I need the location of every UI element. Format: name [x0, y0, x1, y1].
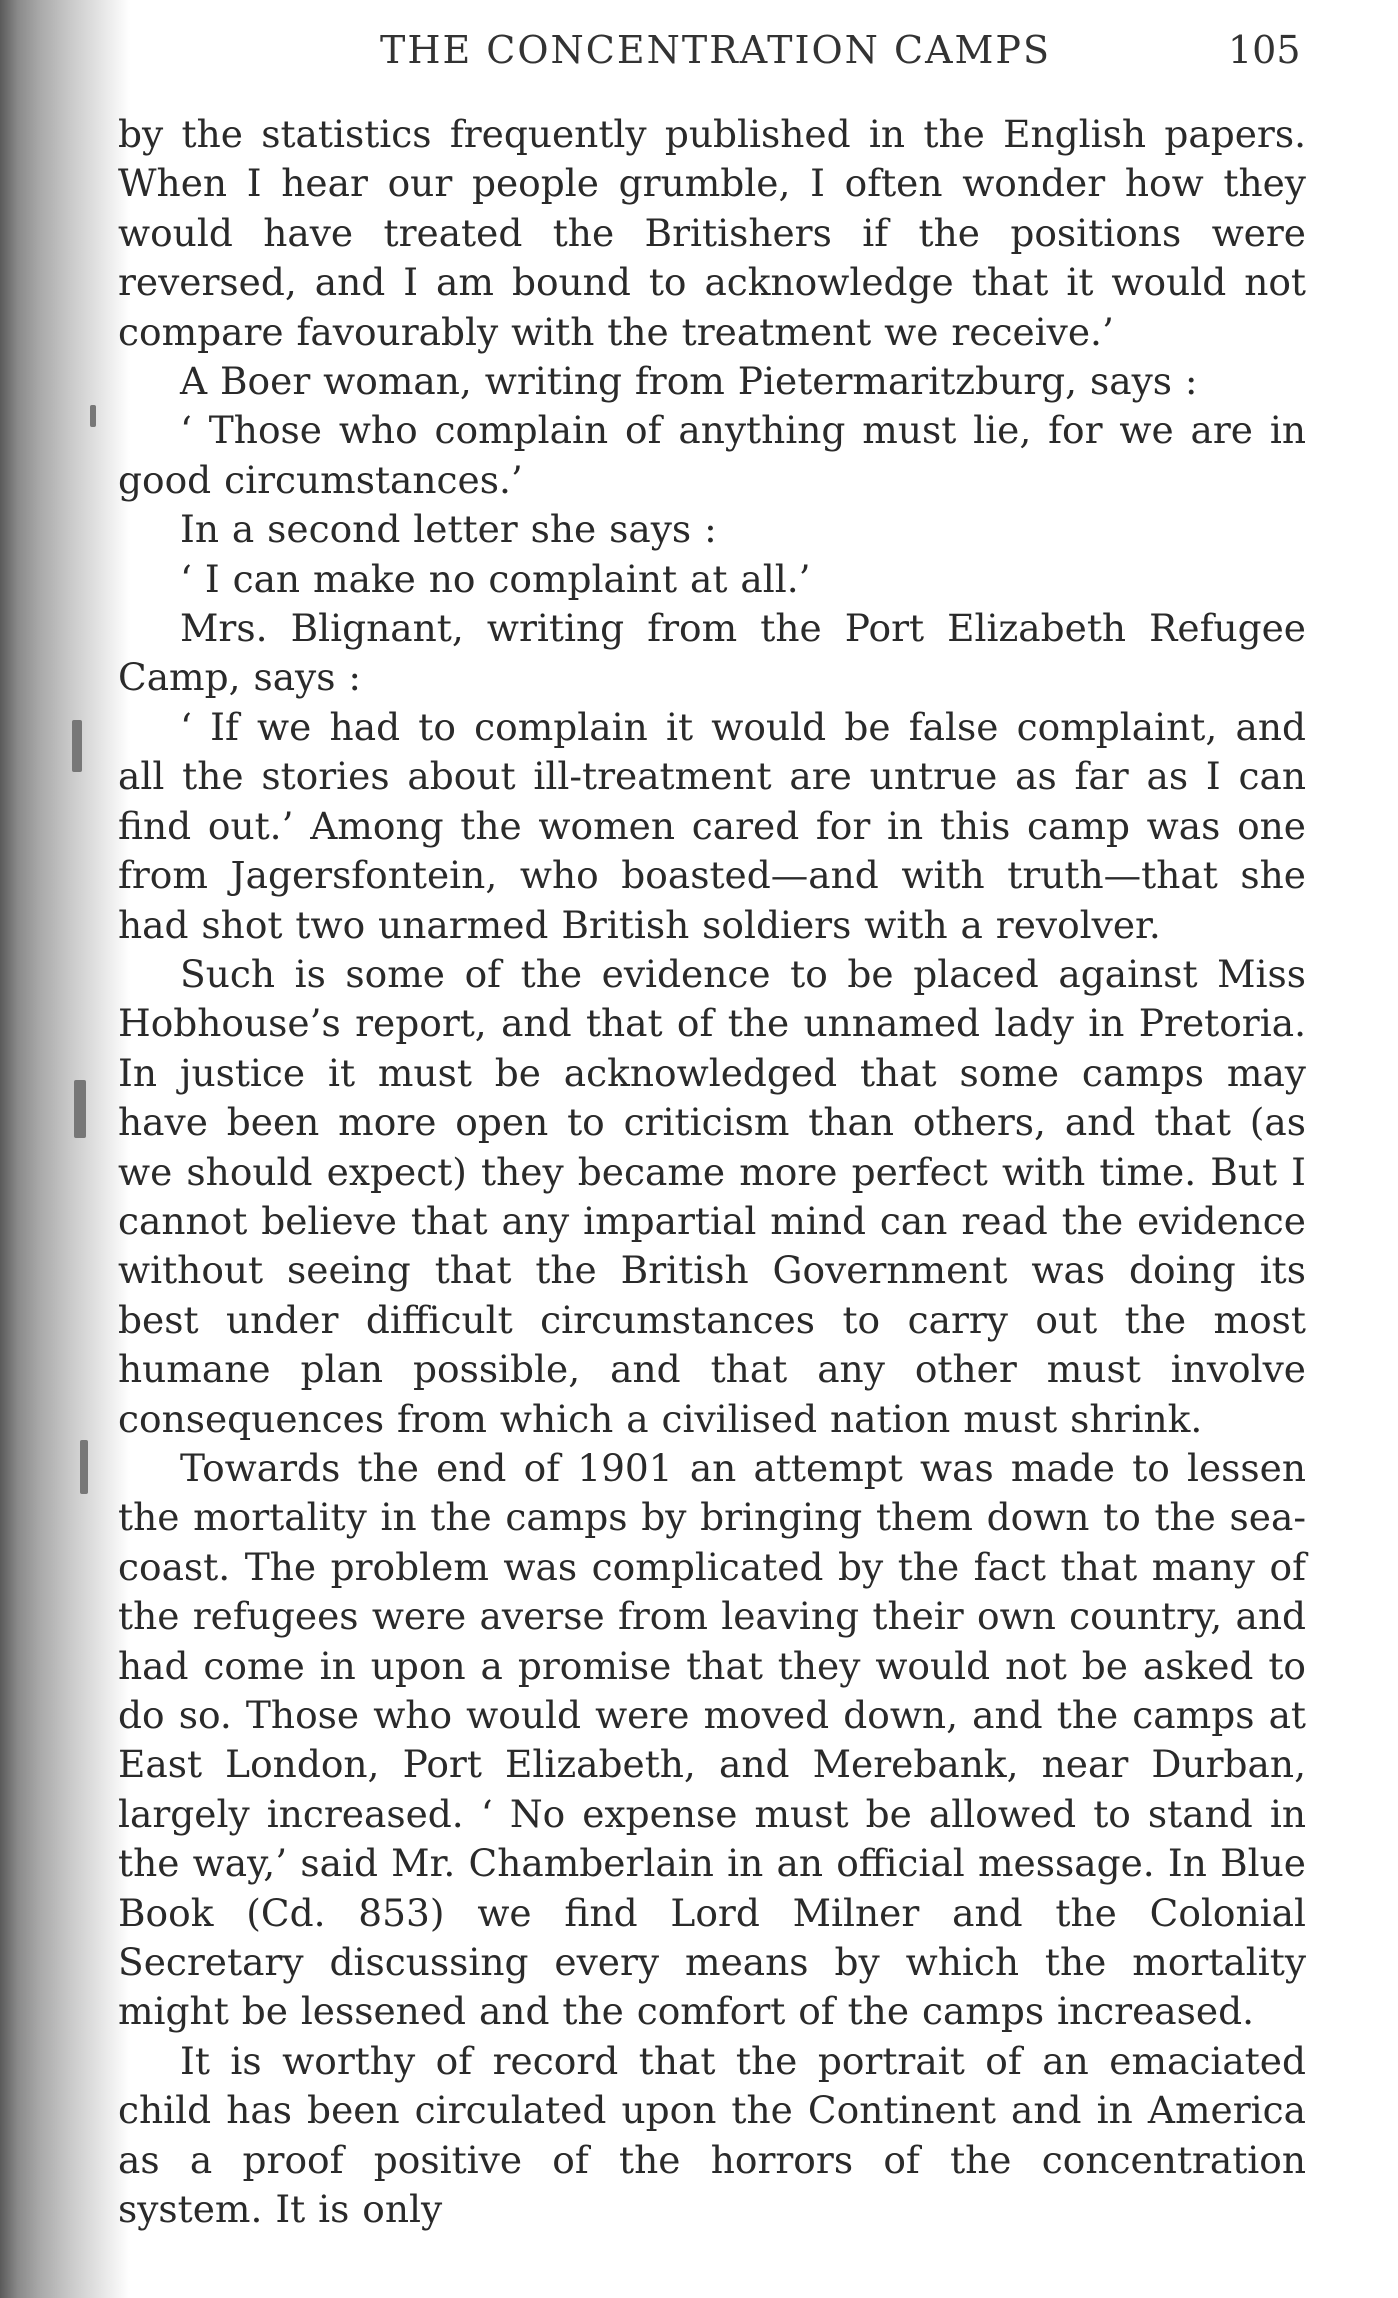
chapter-title: THE CONCENTRATION CAMPS [380, 28, 1052, 72]
paragraph: Mrs. Blignant, writing from the Port Elizabeth Refugee Camp, says : [118, 606, 1306, 700]
paragraph: It is worthy of record that the portrait of an emaciated child has been circulated upon the Continent and in America as a proof positive of the horrors of the concentration system. It is only [118, 2038, 1306, 2232]
paragraph: A Boer woman, writing from Pietermaritzburg, says : [180, 359, 1198, 404]
paragraph: Such is some of the evidence to be placed against Miss Hobhouse’s report, and that of the unnamed lady in Pretoria. In justice it must be acknowledged that some camps may have been more open to criticism than others, and that (as we should expect) they became more perfect with time. But I cannot believe that any impartial mind can read the evidence without seeing that the British Government was doing its best under difficult circumstances to carry out the most humane plan possible, and that any other must involve consequences from which a civilised nation must shrink. [118, 951, 1306, 1441]
paragraph: In a second letter she says : [180, 507, 717, 552]
paragraph: by the statistics frequently published in the English papers. When I hear our people grumble, I often wonder how they would have treated the Britishers if the positions were reversed, and I am bound to acknowledge that it would not compare favourably with the treatment we receive.’ [118, 112, 1306, 354]
body-text [118, 110, 1306, 2234]
quotation: ‘ I can make no complaint at all.’ [180, 556, 811, 601]
page-number: 105 [1228, 28, 1301, 72]
paragraph: Towards the end of 1901 an attempt was made to lessen the mortality in the camps by bringing them down to the sea-coast. The problem was complicated by the fact that many of the refugees were averse from leaving their own country, and had come in upon a promise that they would not be asked to do so. Those who would were moved down, and the camps at East London, Port Elizabeth, and Merebank, near Durban, largely increased. ‘ No expense must be allowed to stand in the way,’ said Mr. Chamberlain in an official message. In Blue Book (Cd. 853) we find Lord Milner and the Colonial Secretary discussing every means by which the mortality might be lessened and the comfort of the camps increased. [118, 1445, 1306, 2034]
quotation: ‘ Those who complain of anything must lie, for we are in good circumstances.’ [118, 408, 1306, 502]
quotation: ‘ If we had to complain it would be false complaint, and all the stories about ill-treatment are untrue as far as I can find out.’ Among the women cared for in this camp was one from Jagersfontein, who boasted—and with truth—that she had shot two unarmed British soldiers with a revolver. [118, 704, 1306, 947]
running-head [110, 22, 1310, 82]
